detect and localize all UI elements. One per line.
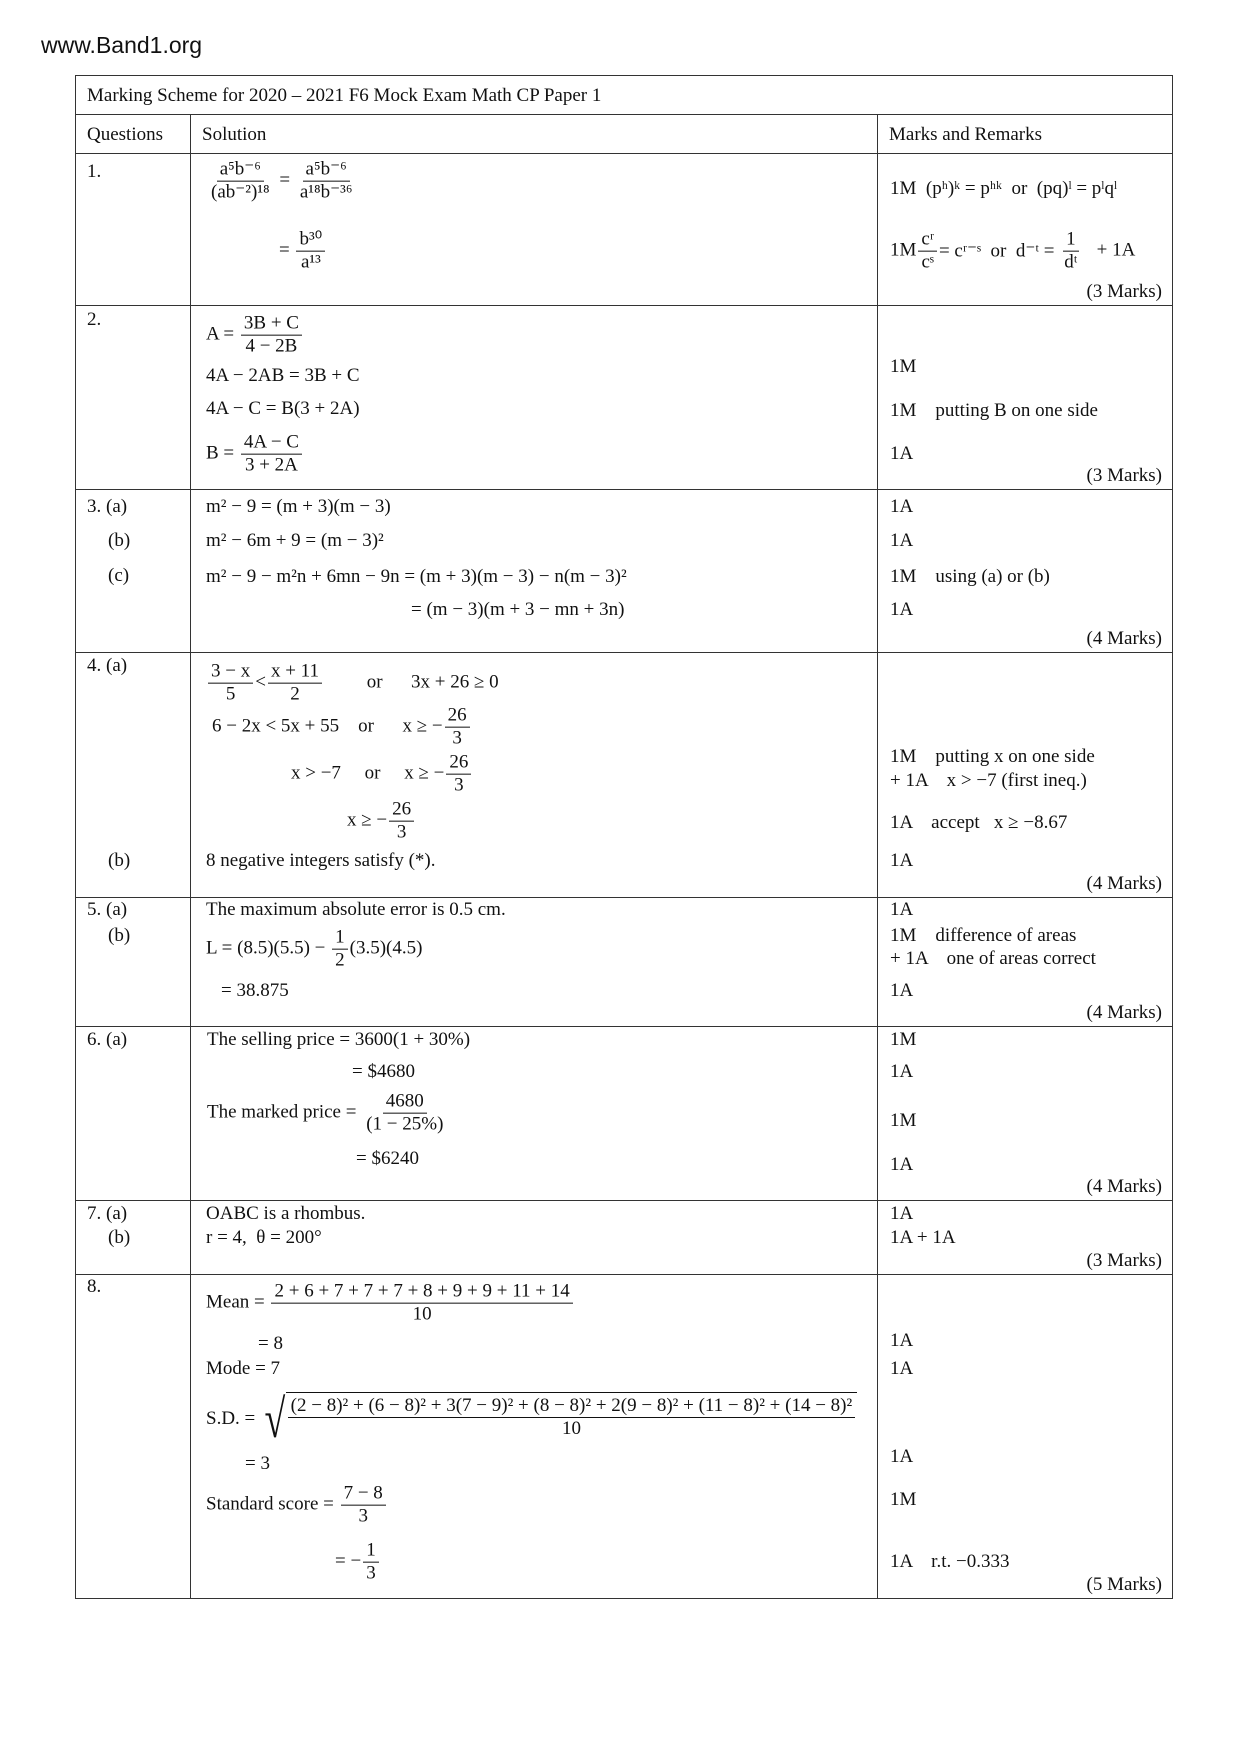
numerator: 1 xyxy=(363,1540,379,1563)
math-text: The maximum absolute error is 0.5 cm. xyxy=(206,899,506,920)
marks-cell xyxy=(878,154,1172,305)
question-row xyxy=(76,1201,1172,1275)
math-text: = $4680 xyxy=(352,1061,415,1082)
marks-line xyxy=(890,1551,1009,1573)
question-row xyxy=(76,1275,1172,1598)
math-text: = − xyxy=(335,1551,362,1572)
question-row xyxy=(76,1027,1172,1201)
question-row xyxy=(76,306,1172,490)
question-label: 1. xyxy=(87,161,102,182)
denominator: 10 xyxy=(561,1417,581,1439)
solution-line xyxy=(335,1540,381,1585)
header-marks: Marks and Remarks xyxy=(889,124,1043,145)
numerator: 7 − 8 xyxy=(341,1483,386,1506)
marks-line xyxy=(890,1154,913,1176)
marks-cell xyxy=(878,306,1172,489)
site-url: www.Band1.org xyxy=(41,32,203,58)
math-text: x > −7 or x ≥ − xyxy=(291,763,445,784)
math-text: 1A xyxy=(890,1154,914,1175)
solution-line xyxy=(347,799,416,844)
marks-line xyxy=(890,770,1087,792)
math-text: S.D. = xyxy=(206,1408,261,1429)
question-number-cell xyxy=(76,1275,191,1598)
question-row xyxy=(76,653,1172,898)
fraction xyxy=(341,1483,386,1528)
question-label: 7. (a) xyxy=(87,1203,128,1224)
marking-scheme-table xyxy=(75,75,1173,1599)
question-number-cell xyxy=(76,898,191,1026)
math-text: A = xyxy=(206,324,239,345)
solution-line xyxy=(411,599,624,621)
question-label: (b) xyxy=(108,1227,131,1248)
solution-line xyxy=(291,752,473,797)
marks-line xyxy=(890,178,1117,200)
marks-line xyxy=(890,925,1076,947)
header-cell xyxy=(878,115,1172,153)
solution-line xyxy=(206,365,360,387)
numerator: b³⁰ xyxy=(296,229,325,252)
question-label: (b) xyxy=(108,925,131,946)
denominator: (1 − 25%) xyxy=(366,1113,444,1135)
numerator: cʳ xyxy=(918,229,937,252)
marks-cell xyxy=(878,1201,1172,1274)
math-text: B = xyxy=(206,443,239,464)
question-row xyxy=(76,490,1172,653)
solution-line xyxy=(206,1281,575,1326)
fraction xyxy=(1061,229,1080,274)
question-row xyxy=(76,154,1172,306)
math-text: = 8 xyxy=(258,1333,283,1354)
table-title: Marking Scheme for 2020 – 2021 F6 Mock Exam Math CP Paper 1 xyxy=(87,85,602,106)
denominator: a¹³ xyxy=(300,251,321,273)
marks-line xyxy=(890,496,913,518)
math-text: 1M difference of areas xyxy=(890,925,1077,946)
solution-line xyxy=(206,566,627,588)
numerator: 2 + 6 + 7 + 7 + 7 + 8 + 9 + 9 + 11 + 14 xyxy=(271,1281,572,1304)
solution-line xyxy=(207,1091,448,1136)
marks-line xyxy=(890,1061,913,1083)
solution-cell xyxy=(191,1275,878,1598)
denominator: a¹⁸b⁻³⁶ xyxy=(299,181,353,203)
numerator: 26 xyxy=(445,705,470,728)
marks-line xyxy=(890,1227,956,1249)
denominator: 2 xyxy=(290,683,300,705)
math-text: 1A xyxy=(890,530,914,551)
marks-line xyxy=(890,1358,913,1380)
fraction xyxy=(297,159,356,204)
math-text: 1A xyxy=(890,496,914,517)
solution-cell xyxy=(191,490,878,652)
marks-cell xyxy=(878,1275,1172,1598)
solution-line xyxy=(356,1148,419,1170)
marks-total: (3 Marks) xyxy=(1086,465,1162,486)
fraction xyxy=(208,661,253,706)
marks-line xyxy=(890,1330,913,1352)
numerator: 26 xyxy=(389,799,414,822)
solution-line xyxy=(206,1358,280,1380)
fraction xyxy=(268,661,322,706)
math-text: = xyxy=(279,240,295,261)
marks-line xyxy=(890,1203,913,1225)
marks-line xyxy=(890,948,1096,970)
math-text: m² − 9 − m²n + 6mn − 9n = (m + 3)(m − 3) − n(m − 3)² xyxy=(206,566,627,587)
solution-line xyxy=(206,927,422,972)
denominator: 3 xyxy=(452,727,462,749)
math-text: 1M xyxy=(890,1029,917,1050)
denominator: 10 xyxy=(412,1303,432,1325)
fraction xyxy=(918,229,937,274)
question-label: 6. (a) xyxy=(87,1029,128,1050)
marks-cell xyxy=(878,898,1172,1026)
math-text: r = 4, θ = 200° xyxy=(206,1227,322,1248)
solution-line xyxy=(206,899,506,921)
fraction xyxy=(208,159,273,204)
math-text: + 1A x > −7 (first ineq.) xyxy=(890,770,1087,791)
marks-line xyxy=(890,812,1067,834)
math-text: 1A xyxy=(890,1446,914,1467)
question-label: 8. xyxy=(87,1276,102,1297)
math-text: 1A r.t. −0.333 xyxy=(890,1551,1010,1572)
math-text: 1M xyxy=(890,240,917,261)
math-text: = 3 xyxy=(245,1453,270,1474)
math-text: 1M putting B on one side xyxy=(890,400,1098,421)
solution-cell xyxy=(191,898,878,1026)
math-text: 1A xyxy=(890,1330,914,1351)
solution-line xyxy=(207,1029,470,1051)
header-questions: Questions xyxy=(87,124,163,145)
marks-line xyxy=(890,1489,916,1511)
marks-line xyxy=(890,980,913,1002)
solution-line xyxy=(206,496,391,518)
math-text: 1M using (a) or (b) xyxy=(890,566,1050,587)
math-text: (3.5)(4.5) xyxy=(349,938,423,959)
fraction xyxy=(446,752,471,797)
solution-line xyxy=(206,159,357,204)
header-cell xyxy=(191,115,878,153)
fraction xyxy=(389,799,414,844)
math-text: = 38.875 xyxy=(221,980,289,1001)
math-text: or 3x + 26 ≥ 0 xyxy=(323,672,499,693)
math-text: 1A xyxy=(890,1358,914,1379)
fraction xyxy=(445,705,470,750)
math-text: 8 negative integers satisfy (*). xyxy=(206,850,436,871)
numerator: 4A − C xyxy=(241,432,302,455)
question-number-cell xyxy=(76,154,191,305)
math-text: 1M putting x on one side xyxy=(890,746,1095,767)
denominator: 4 − 2B xyxy=(245,335,298,357)
numerator: x + 11 xyxy=(268,661,322,684)
denominator: (ab⁻²)¹⁸ xyxy=(211,181,270,203)
math-text: = xyxy=(274,170,295,191)
numerator: 3B + C xyxy=(241,313,302,336)
fraction xyxy=(271,1281,572,1326)
denominator: dᵗ xyxy=(1064,251,1078,273)
marks-line xyxy=(890,530,913,552)
math-text: The selling price = 3600(1 + 30%) xyxy=(207,1029,471,1050)
solution-line xyxy=(212,705,472,750)
math-text: 1M (pʰ)ᵏ = pʰᵏ or (pq)ˡ = pˡqˡ xyxy=(890,178,1118,199)
question-label: 3. (a) xyxy=(87,496,128,517)
radicand xyxy=(286,1392,858,1446)
question-label: (b) xyxy=(108,850,131,871)
marks-line xyxy=(890,400,1098,422)
fraction xyxy=(363,1091,446,1136)
square-root xyxy=(260,1389,857,1449)
marks-cell xyxy=(878,490,1172,652)
table-title-row xyxy=(76,76,1172,115)
math-text: + 1A one of areas correct xyxy=(890,948,1096,969)
question-number-cell xyxy=(76,1027,191,1200)
marks-line xyxy=(890,599,913,621)
math-text: 1A xyxy=(890,1203,914,1224)
solution-line xyxy=(206,850,436,872)
numerator: 1 xyxy=(332,927,348,950)
math-text: = (m − 3)(m + 3 − mn + 3n) xyxy=(411,599,625,620)
radical-sign: √ xyxy=(264,1389,286,1449)
marks-line xyxy=(890,356,916,378)
fraction xyxy=(332,927,348,972)
math-text: 1A xyxy=(890,599,914,620)
math-text: Mode = 7 xyxy=(206,1358,281,1379)
marks-line xyxy=(890,1446,913,1468)
question-number-cell xyxy=(76,1201,191,1274)
marks-line xyxy=(890,850,913,872)
math-text: + 1A xyxy=(1082,240,1136,261)
fraction xyxy=(288,1395,856,1440)
math-text: OABC is a rhombus. xyxy=(206,1203,366,1224)
numerator: a⁵b⁻⁶ xyxy=(303,159,350,182)
numerator: 26 xyxy=(446,752,471,775)
question-number-cell xyxy=(76,490,191,652)
fraction xyxy=(241,432,302,477)
marks-total: (3 Marks) xyxy=(1086,281,1162,302)
math-text: 1M xyxy=(890,1110,917,1131)
question-label: 4. (a) xyxy=(87,655,128,676)
solution-line xyxy=(206,661,499,706)
marks-line xyxy=(890,1029,916,1051)
math-text: x ≥ − xyxy=(347,810,388,831)
solution-line xyxy=(279,229,327,274)
solution-cell xyxy=(191,653,878,897)
math-text: < xyxy=(255,672,266,693)
math-text: = $6240 xyxy=(356,1148,419,1169)
math-text: 1M xyxy=(890,356,917,377)
denominator: 3 xyxy=(366,1562,376,1584)
math-text: The marked price = xyxy=(207,1102,362,1123)
denominator: 3 xyxy=(396,821,407,843)
marks-line xyxy=(890,229,1135,274)
math-text: 4A − C = B(3 + 2A) xyxy=(206,398,360,419)
math-text: 4A − 2AB = 3B + C xyxy=(206,365,360,386)
solution-line xyxy=(221,980,289,1002)
question-row xyxy=(76,898,1172,1027)
math-text: 1A xyxy=(890,980,914,1001)
math-text: L = (8.5)(5.5) − xyxy=(206,938,331,959)
marks-line xyxy=(890,1110,916,1132)
question-label: 5. (a) xyxy=(87,899,128,920)
question-number-cell xyxy=(76,653,191,897)
solution-cell xyxy=(191,1201,878,1274)
solution-line xyxy=(206,398,360,420)
numerator: 4680 xyxy=(383,1091,427,1114)
solution-cell xyxy=(191,1027,878,1200)
marks-line xyxy=(890,566,1050,588)
question-label: 2. xyxy=(87,309,102,330)
numerator: 1 xyxy=(1063,229,1079,252)
numerator: (2 − 8)² + (6 − 8)² + 3(7 − 9)² + (8 − 8)² + 2(9 − 8)² + (11 − 8)² + (14 − 8)² xyxy=(288,1395,856,1418)
solution-line xyxy=(352,1061,415,1083)
fraction xyxy=(241,313,302,358)
solution-line xyxy=(206,1227,322,1249)
math-text: m² − 6m + 9 = (m − 3)² xyxy=(206,530,384,551)
solution-line xyxy=(206,1203,365,1225)
question-label: (c) xyxy=(108,565,130,586)
fraction xyxy=(296,229,325,274)
math-text: = cʳ⁻ˢ or d⁻ᵗ = xyxy=(938,240,1060,262)
marks-cell xyxy=(878,1027,1172,1200)
math-text: Standard score = xyxy=(206,1494,339,1515)
math-text: 1A accept x ≥ −8.67 xyxy=(890,812,1068,833)
math-text: 1A xyxy=(890,850,914,871)
numerator: a⁵b⁻⁶ xyxy=(217,159,264,182)
math-text: 1A xyxy=(890,899,914,920)
solution-cell xyxy=(191,306,878,489)
numerator: 3 − x xyxy=(208,661,253,684)
marks-line xyxy=(890,746,1095,768)
question-label: (b) xyxy=(108,530,131,551)
denominator: 3 xyxy=(454,774,464,796)
solution-line xyxy=(258,1333,283,1355)
math-text: m² − 9 = (m + 3)(m − 3) xyxy=(206,496,391,517)
question-number-cell xyxy=(76,306,191,489)
marks-total: (4 Marks) xyxy=(1086,1002,1162,1023)
marks-cell xyxy=(878,653,1172,897)
solution-cell xyxy=(191,154,878,305)
solution-line xyxy=(206,530,384,552)
solution-line xyxy=(206,1483,388,1528)
math-text: Mean = xyxy=(206,1292,270,1313)
denominator: 2 xyxy=(335,949,345,971)
table-header-row xyxy=(76,115,1172,154)
solution-line xyxy=(245,1453,270,1475)
denominator: 5 xyxy=(225,683,236,705)
header-cell xyxy=(76,115,191,153)
solution-line xyxy=(206,313,304,358)
fraction xyxy=(363,1540,379,1585)
header-solution: Solution xyxy=(202,124,267,145)
math-text: 6 − 2x < 5x + 55 or x ≥ − xyxy=(212,716,443,737)
marks-total: (3 Marks) xyxy=(1086,1250,1162,1271)
marks-total: (4 Marks) xyxy=(1086,628,1162,649)
marks-total: (5 Marks) xyxy=(1086,1574,1162,1595)
denominator: 3 + 2A xyxy=(244,454,298,476)
denominator: cˢ xyxy=(921,251,934,273)
math-text: 1A xyxy=(890,443,914,464)
marks-total: (4 Marks) xyxy=(1086,873,1162,894)
marks-total: (4 Marks) xyxy=(1086,1176,1162,1197)
solution-line xyxy=(206,1389,857,1449)
marks-line xyxy=(890,899,913,921)
math-text: 1A xyxy=(890,1061,914,1082)
math-text: 1A + 1A xyxy=(890,1227,956,1248)
math-text: 1M xyxy=(890,1489,917,1510)
marks-line xyxy=(890,443,913,465)
denominator: 3 xyxy=(358,1505,368,1527)
solution-line xyxy=(206,432,304,477)
